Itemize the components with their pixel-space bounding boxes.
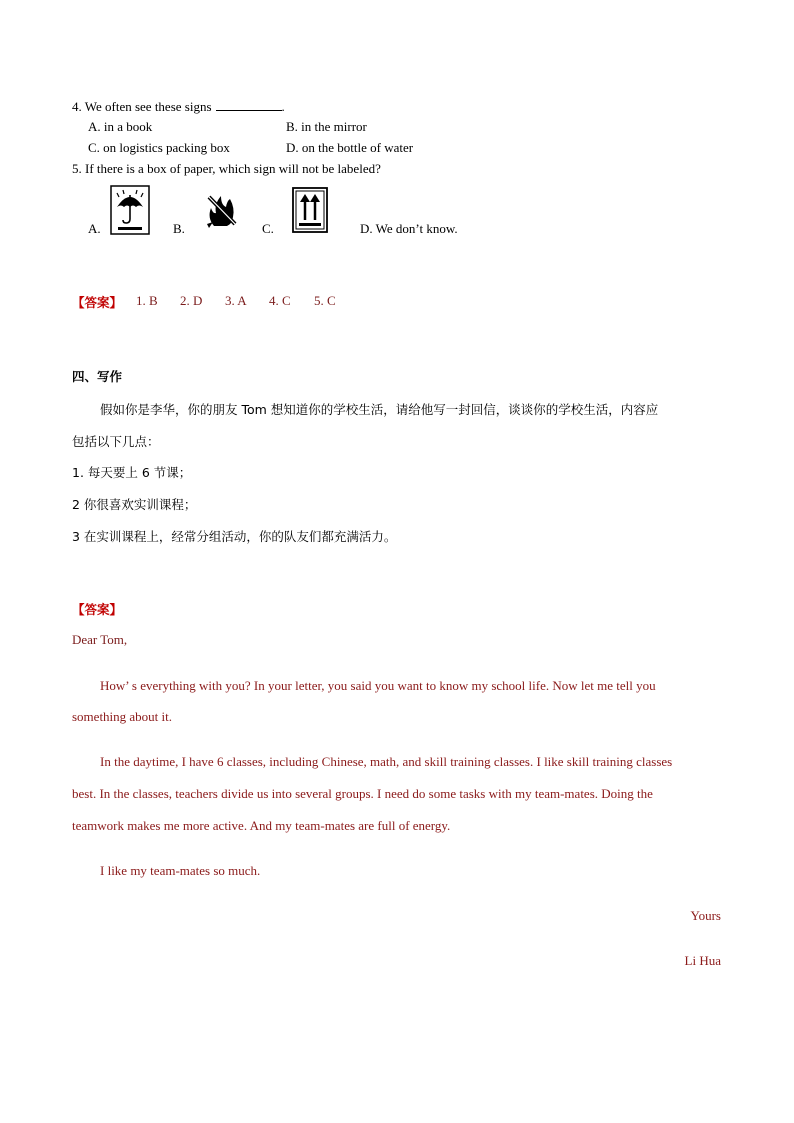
answer-item-4: 4. C [269, 293, 291, 308]
letter-p2-line1: In the daytime, I have 6 classes, including Chinese, math, and skill training classes. I like skill training classes [100, 754, 673, 769]
question-5-option-b: B. [173, 221, 185, 236]
letter-signature: Li Hua [684, 953, 721, 968]
letter-p1-line2: something about it. [72, 709, 173, 724]
question-5-option-a: A. [88, 221, 101, 236]
answer-item-5: 5. C [314, 293, 336, 308]
answer-blank [216, 98, 282, 111]
answer-item-1: 1. B [136, 293, 158, 308]
question-5-option-d: D. We don’t know. [360, 221, 458, 236]
writing-prompt-line-2: 包括以下几点： [72, 434, 160, 449]
question-4-option-b: B. in the mirror [286, 119, 367, 134]
question-5-stem: 5. If there is a box of paper, which sign will not be labeled? [72, 161, 381, 176]
letter-p2-line2: best. In the classes, teachers divide us into several groups. I need do some tasks with my team-mates. Doing the [72, 786, 653, 801]
keep-dry-umbrella-icon [110, 185, 150, 235]
this-way-up-arrows-icon [292, 187, 328, 233]
no-fire-icon [205, 192, 239, 228]
question-4-option-a: A. in a book [88, 119, 153, 134]
letter-closing: Yours [690, 908, 721, 923]
question-4-stem [72, 98, 285, 115]
question-5-option-c: C. [262, 221, 274, 236]
letter-p1-line1: How’ s everything with you? In your letter, you said you want to know my school life. Now let me tell you [100, 678, 656, 693]
answer-label: 【答案】 [72, 295, 123, 310]
question-4-option-d: D. on the bottle of water [286, 140, 414, 155]
writing-point-2: 2 你很喜欢实训课程； [72, 497, 197, 512]
question-4-option-c: C. on logistics packing box [88, 140, 230, 155]
writing-point-1: 1. 每天要上 6 节课； [72, 465, 192, 480]
letter-p2-line3: teamwork makes me more active. And my team-mates are full of energy. [72, 818, 451, 833]
question-4-text: 4. We often see these signs [72, 99, 212, 114]
answer-row-1 [72, 293, 122, 312]
writing-prompt-line-1: 假如你是李华，你的朋友 Tom 想知道你的学校生活，请给他写一封回信，谈谈你的学校生活，内容应 [100, 402, 659, 417]
answer-label-2: 【答案】 [72, 602, 123, 617]
answer-item-3: 3. A [225, 293, 247, 308]
writing-point-3: 3 在实训课程上，经常分组活动，你的队友们都充满活力。 [72, 529, 397, 544]
letter-greeting: Dear Tom, [72, 632, 128, 647]
question-4-end: . [281, 99, 285, 114]
answer-item-2: 2. D [180, 293, 203, 308]
letter-p3: I like my team-mates so much. [100, 863, 261, 878]
section-heading: 四、写作 [72, 369, 123, 384]
